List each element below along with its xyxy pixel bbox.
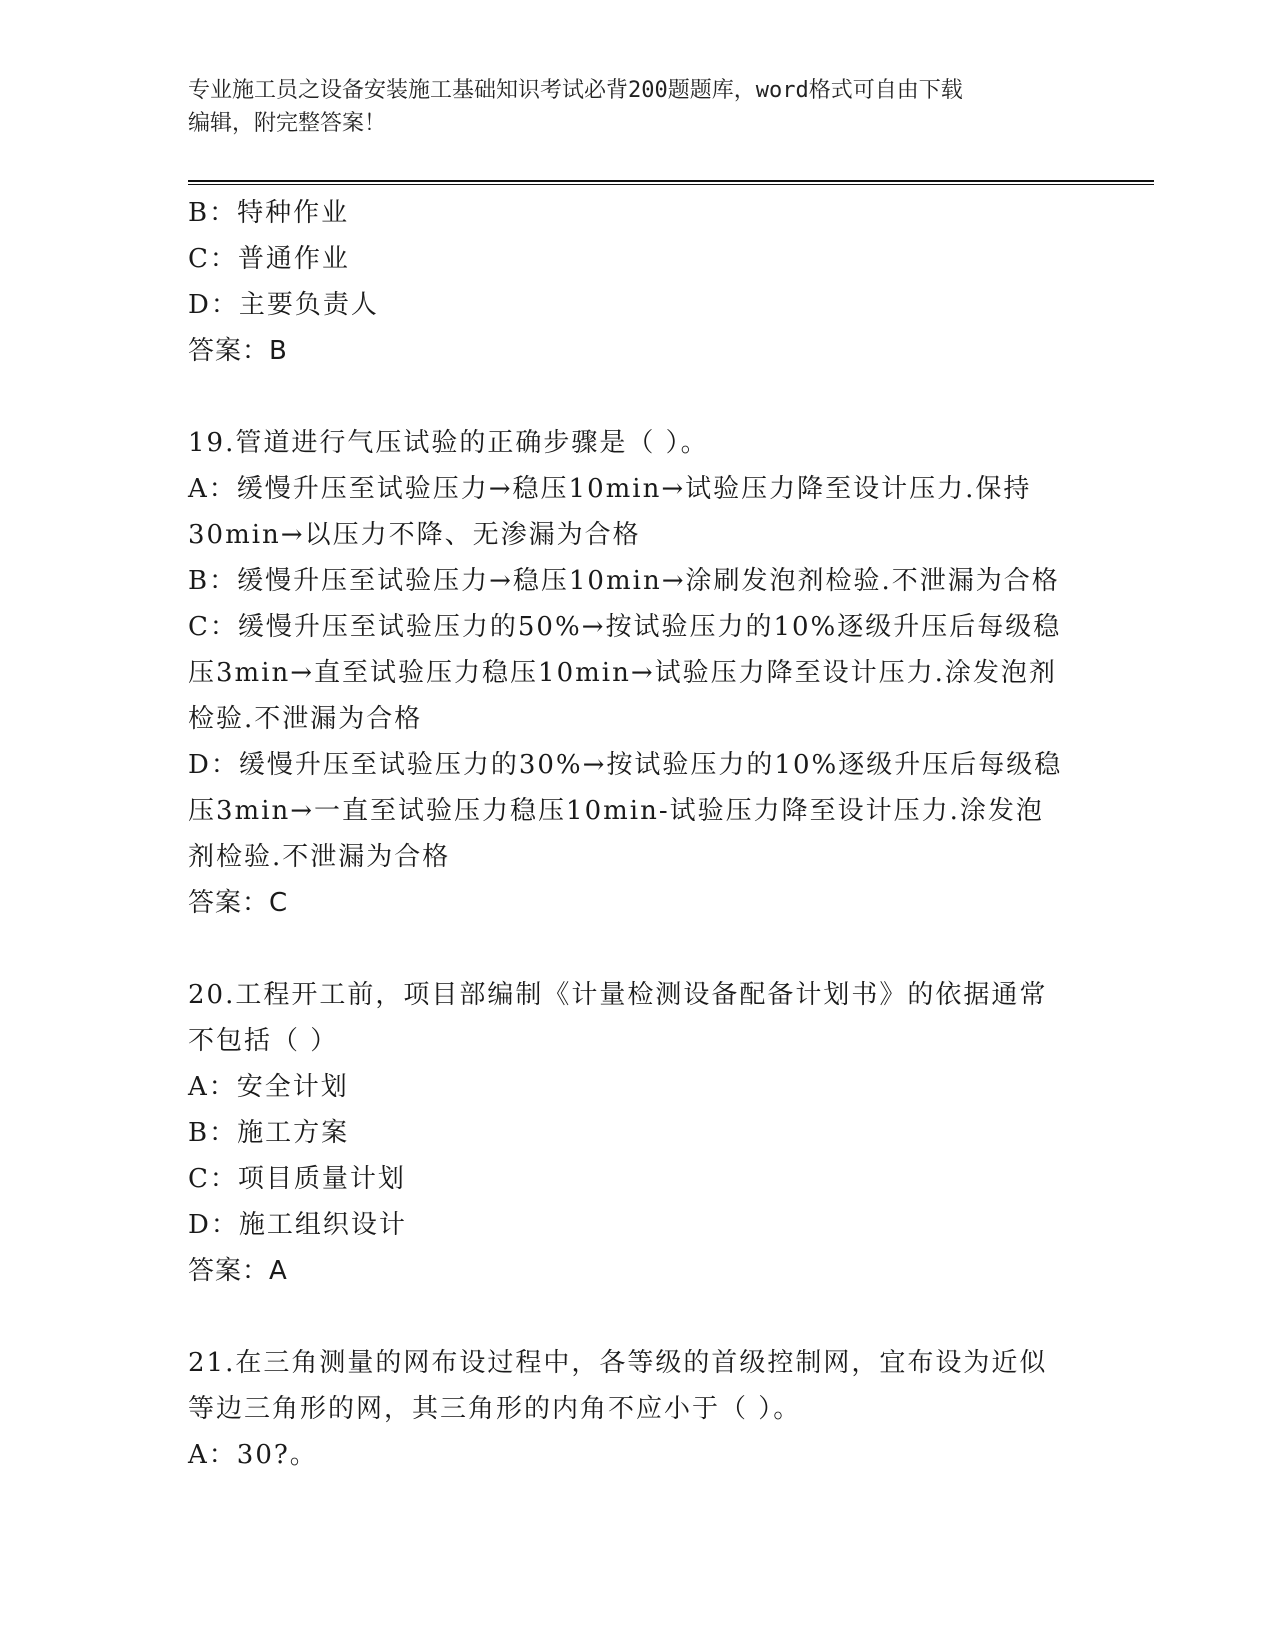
question-stem-continued: 不包括（ ） — [188, 1026, 339, 1056]
option-a-continued: 30min→以压力不降、无渗漏为合格 — [188, 520, 641, 550]
option-b: B：缓慢升压至试验压力→稳压10min→涂刷发泡剂检验.不泄漏为合格 — [188, 566, 1060, 596]
option-a: A：安全计划 — [188, 1072, 349, 1102]
spacer — [188, 926, 1088, 972]
answer: 答案：A — [188, 1256, 288, 1286]
question-stem-continued: 等边三角形的网，其三角形的内角不应小于（ ）。 — [188, 1394, 802, 1424]
header-title-line-2: 编辑，附完整答案！ — [188, 111, 387, 136]
document-header — [188, 74, 1068, 140]
answer: 答案：C — [188, 888, 289, 918]
option-d-continued: 压3min→一直至试验压力稳压10min-试验压力降至设计压力.涂发泡 — [188, 796, 1044, 826]
document-body — [188, 190, 1088, 1478]
option-d-continued: 剂检验.不泄漏为合格 — [188, 842, 451, 872]
question-20 — [188, 972, 1088, 1294]
question-21 — [188, 1340, 1088, 1478]
answer: 答案：B — [188, 336, 288, 366]
option-c: C：项目质量计划 — [188, 1164, 406, 1194]
question-stem: 21.在三角测量的网布设过程中，各等级的首级控制网，宜布设为近似 — [188, 1348, 1048, 1378]
option-d: D：主要负责人 — [188, 290, 379, 320]
question-stem: 20.工程开工前，项目部编制《计量检测设备配备计划书》的依据通常 — [188, 980, 1048, 1010]
option-a: A：30?。 — [188, 1440, 318, 1470]
spacer — [188, 374, 1088, 420]
header-divider — [188, 180, 1154, 185]
option-c-continued: 检验.不泄漏为合格 — [188, 704, 423, 734]
option-c: C：普通作业 — [188, 244, 350, 274]
option-d: D：施工组织设计 — [188, 1210, 407, 1240]
question-18-tail — [188, 190, 1088, 374]
option-a: A：缓慢升压至试验压力→稳压10min→试验压力降至设计压力.保持 — [188, 474, 1032, 504]
option-c: C：缓慢升压至试验压力的50%→按试验压力的10%逐级升压后每级稳 — [188, 612, 1062, 642]
spacer — [188, 1294, 1088, 1340]
option-b: B：特种作业 — [188, 198, 350, 228]
question-stem: 19.管道进行气压试验的正确步骤是（ ）。 — [188, 428, 709, 458]
option-b: B：施工方案 — [188, 1118, 350, 1148]
header-title-line-1: 专业施工员之设备安装施工基础知识考试必背200题题库，word格式可自由下载 — [188, 78, 963, 103]
question-19 — [188, 420, 1088, 926]
option-c-continued: 压3min→直至试验压力稳压10min→试验压力降至设计压力.涂发泡剂 — [188, 658, 1057, 688]
option-d: D：缓慢升压至试验压力的30%→按试验压力的10%逐级升压后每级稳 — [188, 750, 1063, 780]
